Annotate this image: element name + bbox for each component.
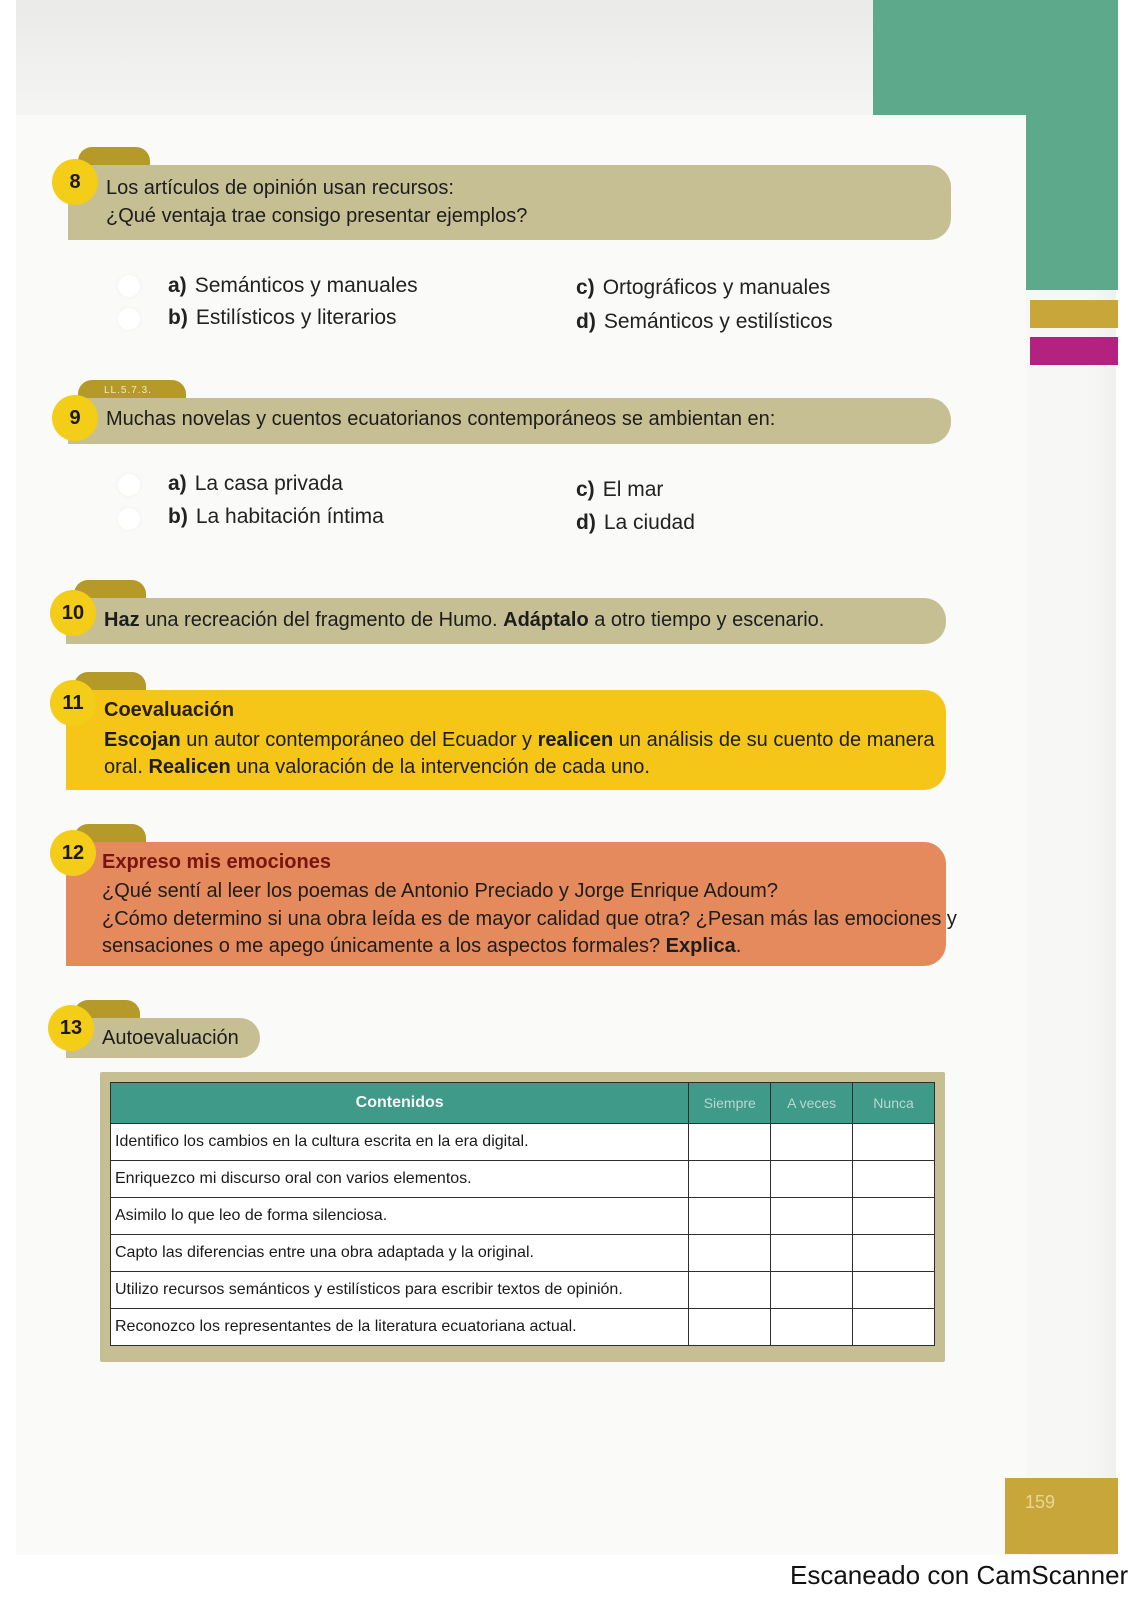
q8-line2: ¿Qué ventaja trae consigo presentar ejemplos? [106, 205, 528, 227]
q10-number-badge: 10 [50, 590, 96, 636]
table-row [111, 1272, 935, 1309]
cell-siempre[interactable] [689, 1309, 771, 1346]
cell-a-veces[interactable] [771, 1124, 853, 1161]
q12-line1: ¿Qué sentí al leer los poemas de Antonio Preciado y Jorge Enrique Adoum? [102, 880, 778, 902]
cell-nunca[interactable] [853, 1124, 935, 1161]
q8-number-badge: 8 [52, 159, 98, 205]
row-content: Reconozco los representantes de la literatura ecuatoriana actual. [111, 1309, 689, 1346]
page-number: 159 [1005, 1478, 1118, 1554]
q8-header-bar [68, 165, 951, 240]
q12-title: Expreso mis emociones [102, 851, 331, 873]
cell-nunca[interactable] [853, 1272, 935, 1309]
q12-line3: sensaciones o me apego únicamente a los aspectos formales? Explica. [102, 935, 742, 957]
row-content: Enriquezco mi discurso oral con varios elementos. [111, 1161, 689, 1198]
row-content: Utilizo recursos semánticos y estilísticos para escribir textos de opinión. [111, 1272, 689, 1309]
cell-siempre[interactable] [689, 1124, 771, 1161]
header-a-veces: A veces [771, 1083, 853, 1124]
q13-number-badge: 13 [48, 1005, 94, 1051]
q9-line1: Muchas novelas y cuentos ecuatorianos contemporáneos se ambientan en: [106, 408, 776, 430]
q9-option-d[interactable]: d) La ciudad [576, 511, 695, 534]
cell-nunca[interactable] [853, 1235, 935, 1272]
q11-title: Coevaluación [104, 699, 235, 721]
q11-line1: Escojan un autor contemporáneo del Ecuador y realicen un análisis de su cuento de manera [104, 729, 935, 751]
cell-nunca[interactable] [853, 1161, 935, 1198]
q10-header-bar [66, 598, 946, 644]
scanner-watermark: Escaneado con CamScanner [790, 1560, 1129, 1590]
cell-siempre[interactable] [689, 1198, 771, 1235]
q9-option-b[interactable]: b) La habitación íntima [168, 505, 384, 528]
q12-header-bar [66, 842, 957, 966]
row-content: Capto las diferencias entre una obra adaptada y la original. [111, 1235, 689, 1272]
cell-siempre[interactable] [689, 1235, 771, 1272]
q9-option-c[interactable]: c) El mar [576, 478, 664, 501]
q8-option-a[interactable]: a) Semánticos y manuales [168, 274, 418, 297]
cell-a-veces[interactable] [771, 1235, 853, 1272]
cell-a-veces[interactable] [771, 1198, 853, 1235]
q11-number-badge: 11 [50, 680, 96, 726]
table-row [111, 1235, 935, 1272]
q12-line2: ¿Cómo determino si una obra leída es de mayor calidad que otra? ¿Pesan más las emociones y [102, 908, 957, 930]
q11-line2: oral. Realicen una valoración de la intervención de cada uno. [104, 756, 650, 778]
table-header-row [111, 1083, 935, 1124]
table-row [111, 1309, 935, 1346]
q8-option-d[interactable]: d) Semánticos y estilísticos [576, 310, 833, 333]
q8-option-b[interactable]: b) Estilísticos y literarios [168, 306, 397, 329]
cell-a-veces[interactable] [771, 1272, 853, 1309]
q10-text: Haz una recreación del fragmento de Humo. Adáptalo a otro tiempo y escenario. [104, 609, 825, 631]
q8-option-c[interactable]: c) Ortográficos y manuales [576, 276, 831, 299]
decorative-magenta-strip [1030, 337, 1118, 365]
cell-nunca[interactable] [853, 1198, 935, 1235]
q9-option-a[interactable]: a) La casa privada [168, 472, 343, 495]
q11-header-bar [66, 690, 946, 790]
q9-number-badge: 9 [52, 395, 98, 441]
cell-a-veces[interactable] [771, 1309, 853, 1346]
row-content: Identifico los cambios en la cultura escrita en la era digital. [111, 1124, 689, 1161]
q9-option-b-bullet[interactable] [118, 508, 140, 530]
cell-a-veces[interactable] [771, 1161, 853, 1198]
q8-line1: Los artículos de opinión usan recursos: [106, 177, 454, 199]
table-row [111, 1198, 935, 1235]
q12-number-badge: 12 [50, 830, 96, 876]
q9-option-a-bullet[interactable] [118, 474, 140, 496]
table-row [111, 1161, 935, 1198]
row-content: Asimilo lo que leo de forma silenciosa. [111, 1198, 689, 1235]
decorative-gold-strip [1030, 300, 1118, 328]
q8-option-a-bullet[interactable] [118, 275, 140, 297]
q9-skill-tag: LL.5.7.3. [104, 385, 152, 396]
header-contenidos: Contenidos [111, 1083, 689, 1124]
cell-siempre[interactable] [689, 1272, 771, 1309]
q13-title: Autoevaluación [102, 1027, 239, 1049]
header-nunca: Nunca [853, 1083, 935, 1124]
q8-option-b-bullet[interactable] [118, 308, 140, 330]
self-evaluation-table [110, 1082, 935, 1346]
q13-header-bar [66, 1018, 260, 1058]
cell-siempre[interactable] [689, 1161, 771, 1198]
cell-nunca[interactable] [853, 1309, 935, 1346]
q9-header-bar [68, 398, 951, 444]
header-siempre: Siempre [689, 1083, 771, 1124]
table-row [111, 1124, 935, 1161]
